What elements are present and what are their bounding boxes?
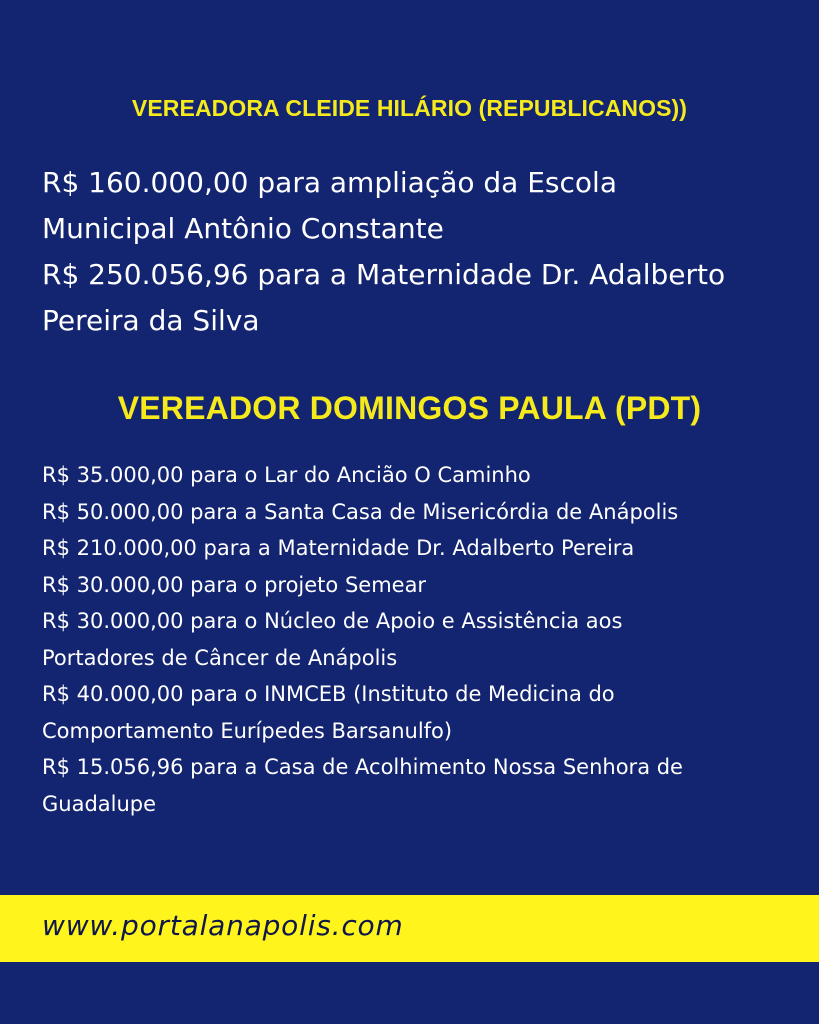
amendment-line: R$ 30.000,00 para o projeto Semear: [42, 572, 427, 597]
amendment-line: R$ 250.056,96 para a Maternidade Dr. Adalberto: [42, 258, 726, 291]
amendment-line: Pereira da Silva: [42, 304, 260, 337]
amendment-line: R$ 40.000,00 para o INMCEB (Instituto de Medicina do: [42, 682, 615, 706]
section-title-cleide: VEREADORA CLEIDE HILÁRIO (REPUBLICANOS)): [131, 95, 688, 121]
amendment-line: R$ 210.000,00 para a Maternidade Dr. Adalberto Pereira: [42, 536, 635, 560]
website-url: www.portalanapolis.com: [42, 909, 404, 942]
amendment-line: Municipal Antônio Constante: [42, 212, 444, 245]
amendment-line: Portadores de Câncer de Anápolis: [42, 645, 398, 670]
amendment-line: R$ 35.000,00 para o Lar do Ancião O Caminho: [42, 463, 531, 487]
amendment-line: Guadalupe: [42, 791, 157, 816]
amendment-line: Comportamento Eurípedes Barsanulfo): [42, 718, 453, 743]
amendment-line: R$ 30.000,00 para o Núcleo de Apoio e Assistência aos: [42, 609, 623, 633]
amendment-line: R$ 160.000,00 para ampliação da Escola: [42, 166, 617, 199]
amendments-list-cleide: [42, 160, 802, 344]
section-title-domingos: VEREADOR DOMINGOS PAULA (PDT): [117, 390, 702, 426]
amendments-list-domingos: [42, 457, 802, 822]
footer-band: [0, 895, 819, 962]
amendment-line: R$ 50.000,00 para a Santa Casa de Misericórdia de Anápolis: [42, 499, 679, 524]
amendment-line: R$ 15.056,96 para a Casa de Acolhimento Nossa Senhora de: [42, 755, 683, 779]
